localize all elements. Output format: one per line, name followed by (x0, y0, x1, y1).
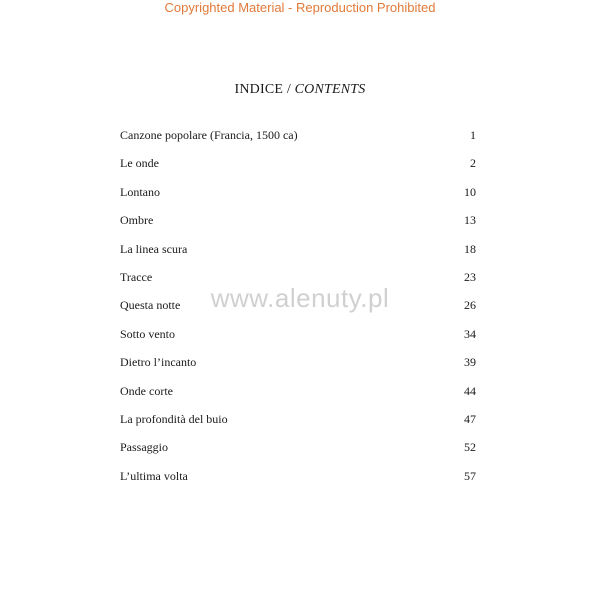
toc-row (120, 213, 476, 241)
toc-entry-title: Onde corte (120, 383, 173, 398)
toc-entry-title: Questa notte (120, 298, 181, 313)
toc-row (120, 185, 476, 213)
toc-row (120, 469, 476, 497)
toc-entry-title: Ombre (120, 213, 154, 228)
toc-entry-title: Passaggio (120, 440, 168, 455)
toc-row (120, 242, 476, 270)
toc-entry-title: Le onde (120, 156, 159, 171)
toc-entry-page: 47 (464, 411, 476, 426)
toc-entry-title: Lontano (120, 184, 160, 199)
table-of-contents (120, 128, 476, 497)
toc-entry-page: 10 (464, 184, 476, 199)
toc-entry-page: 26 (464, 298, 476, 313)
toc-row (120, 156, 476, 184)
title-main: INDICE / (234, 82, 295, 97)
toc-entry-page: 44 (464, 383, 476, 398)
page-title (0, 82, 600, 98)
toc-entry-page: 18 (464, 241, 476, 256)
toc-entry-page: 57 (464, 468, 476, 483)
toc-entry-title: L’ultima volta (120, 468, 188, 483)
toc-row (120, 270, 476, 298)
toc-row (120, 355, 476, 383)
toc-entry-page: 23 (464, 269, 476, 284)
toc-entry-page: 39 (464, 355, 476, 370)
toc-row (120, 412, 476, 440)
toc-entry-title: Tracce (120, 269, 153, 284)
toc-row (120, 298, 476, 326)
toc-entry-title: Sotto vento (120, 326, 176, 341)
toc-row (120, 440, 476, 468)
watermark: www.alenuty.pl (210, 283, 390, 313)
copyright-notice: Copyrighted Material - Reproduction Prohibited (164, 0, 436, 15)
toc-entry-title: Dietro l’incanto (120, 355, 197, 370)
toc-entry-page: 13 (464, 213, 476, 228)
title-italic: CONTENTS (294, 82, 366, 97)
toc-entry-title: La linea scura (120, 241, 188, 256)
toc-entry-page: 34 (464, 326, 476, 341)
toc-row (120, 128, 476, 156)
toc-entry-page: 1 (470, 128, 476, 142)
toc-row (120, 327, 476, 355)
toc-entry-title: La profondità del buio (120, 411, 228, 426)
toc-entry-title: Canzone popolare (Francia, 1500 ca) (120, 128, 298, 142)
toc-entry-page: 2 (470, 156, 476, 171)
toc-row (120, 384, 476, 412)
toc-entry-page: 52 (464, 440, 476, 455)
